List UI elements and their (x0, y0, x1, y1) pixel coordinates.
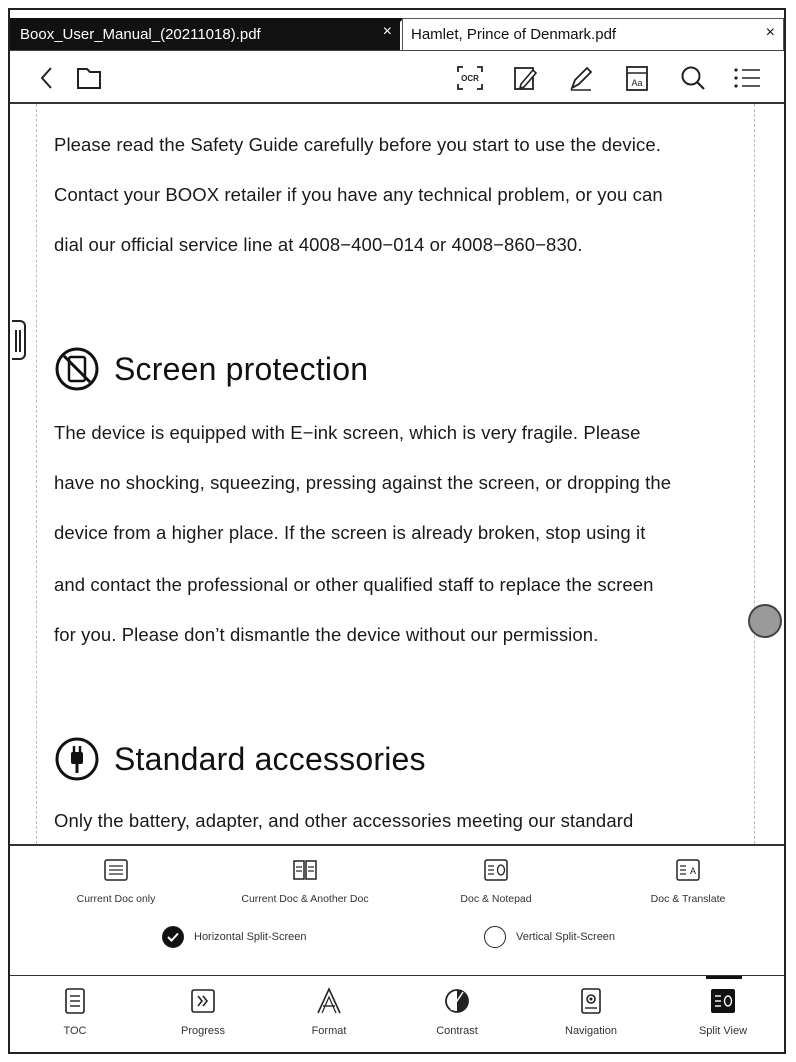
active-indicator (706, 976, 742, 979)
split-view-panel (10, 844, 784, 976)
section-heading-standard-accessories (54, 736, 426, 782)
nav-label: Split View (698, 1025, 748, 1037)
top-toolbar (10, 50, 784, 104)
tab-title: Hamlet, Prince of Denmark.pdf (411, 26, 617, 43)
nav-progress[interactable] (148, 986, 258, 1037)
tab-bar (10, 10, 784, 50)
body-line: for you. Please don’t dismantle the device without our permission. (54, 624, 599, 645)
body-line: device from a higher place. If the screen is already broken, stop using it (54, 522, 646, 543)
section-title: Standard accessories (114, 740, 426, 777)
nav-navigation[interactable] (536, 986, 646, 1037)
radio-checked-icon (162, 926, 184, 948)
single-doc-icon (103, 858, 129, 882)
side-drawer-handle[interactable] (12, 320, 26, 360)
split-view-icon (708, 986, 738, 1016)
nav-split-view[interactable] (668, 986, 778, 1037)
no-phone-icon (54, 346, 100, 392)
ocr-icon[interactable] (455, 63, 485, 93)
margin-guide-left (36, 104, 37, 844)
option-doc-and-notepad[interactable] (406, 858, 586, 905)
nav-contrast[interactable] (402, 986, 512, 1037)
svg-text:A: A (689, 866, 697, 876)
reader-window (8, 8, 786, 1054)
body-line: Only the battery, adapter, and other accessories meeting our standard (54, 810, 634, 831)
radio-unchecked-icon (484, 926, 506, 948)
progress-icon (188, 986, 218, 1016)
intro-line: Please read the Safety Guide carefully before you start to use the device. (54, 134, 661, 155)
radio-vertical-split[interactable] (484, 926, 615, 948)
nav-label: Format (311, 1025, 347, 1037)
svg-text:Aa: Aa (631, 78, 643, 88)
intro-line: dial our official service line at 4008−400−014 or 4008−860−830. (54, 234, 583, 255)
folder-icon[interactable] (74, 63, 104, 93)
margin-guide-right (754, 104, 755, 844)
radio-horizontal-split[interactable] (162, 926, 307, 948)
option-doc-and-translate[interactable] (598, 858, 778, 905)
option-current-doc-only[interactable] (26, 858, 206, 905)
radio-label: Horizontal Split-Screen (194, 931, 307, 943)
option-label: Current Doc only (76, 893, 156, 905)
format-icon (314, 986, 344, 1016)
tab-close-icon[interactable]: × (765, 24, 775, 41)
edit-note-icon[interactable] (510, 63, 540, 93)
nav-label: Progress (180, 1025, 226, 1037)
tab-title: Boox_User_Manual_(20211018).pdf (20, 25, 261, 43)
section-title: Screen protection (114, 350, 369, 387)
back-icon[interactable] (32, 63, 62, 93)
doc-notepad-icon (483, 858, 509, 882)
nav-label: Contrast (436, 1025, 478, 1037)
floating-toolbar-button[interactable] (748, 604, 782, 638)
document-page[interactable] (10, 104, 784, 844)
body-line: and contact the professional or other qualified staff to replace the screen (54, 574, 654, 595)
option-label: Doc & Translate (650, 893, 726, 905)
doc-translate-icon (675, 858, 701, 882)
toc-icon (60, 986, 90, 1016)
navigation-icon (576, 986, 606, 1016)
option-label: Current Doc & Another Doc (241, 893, 369, 905)
bottom-nav (10, 976, 784, 1054)
tab-hamlet[interactable] (402, 18, 784, 50)
section-heading-screen-protection (54, 346, 368, 392)
nav-label: TOC (63, 1025, 87, 1037)
intro-line: Contact your BOOX retailer if you have any technical problem, or you can (54, 184, 663, 205)
body-line: have no shocking, squeezing, pressing against the screen, or dropping the (54, 472, 672, 493)
search-icon[interactable] (678, 63, 708, 93)
ocr-label: OCR (461, 74, 479, 83)
nav-toc[interactable] (20, 986, 130, 1037)
contrast-icon (442, 986, 472, 1016)
nav-label: Navigation (565, 1025, 617, 1037)
nav-format[interactable] (274, 986, 384, 1037)
option-label: Doc & Notepad (460, 893, 532, 905)
menu-icon[interactable] (732, 63, 762, 93)
tab-boox-user-manual[interactable] (10, 18, 400, 50)
option-current-doc-and-another[interactable] (215, 858, 395, 905)
tab-close-icon[interactable]: × (382, 23, 392, 40)
radio-label: Vertical Split-Screen (516, 931, 616, 943)
font-settings-icon[interactable] (622, 63, 652, 93)
two-docs-icon (292, 858, 318, 882)
power-plug-icon (54, 736, 100, 782)
pen-icon[interactable] (566, 63, 596, 93)
body-line: The device is equipped with E−ink screen, which is very fragile. Please (54, 422, 641, 443)
